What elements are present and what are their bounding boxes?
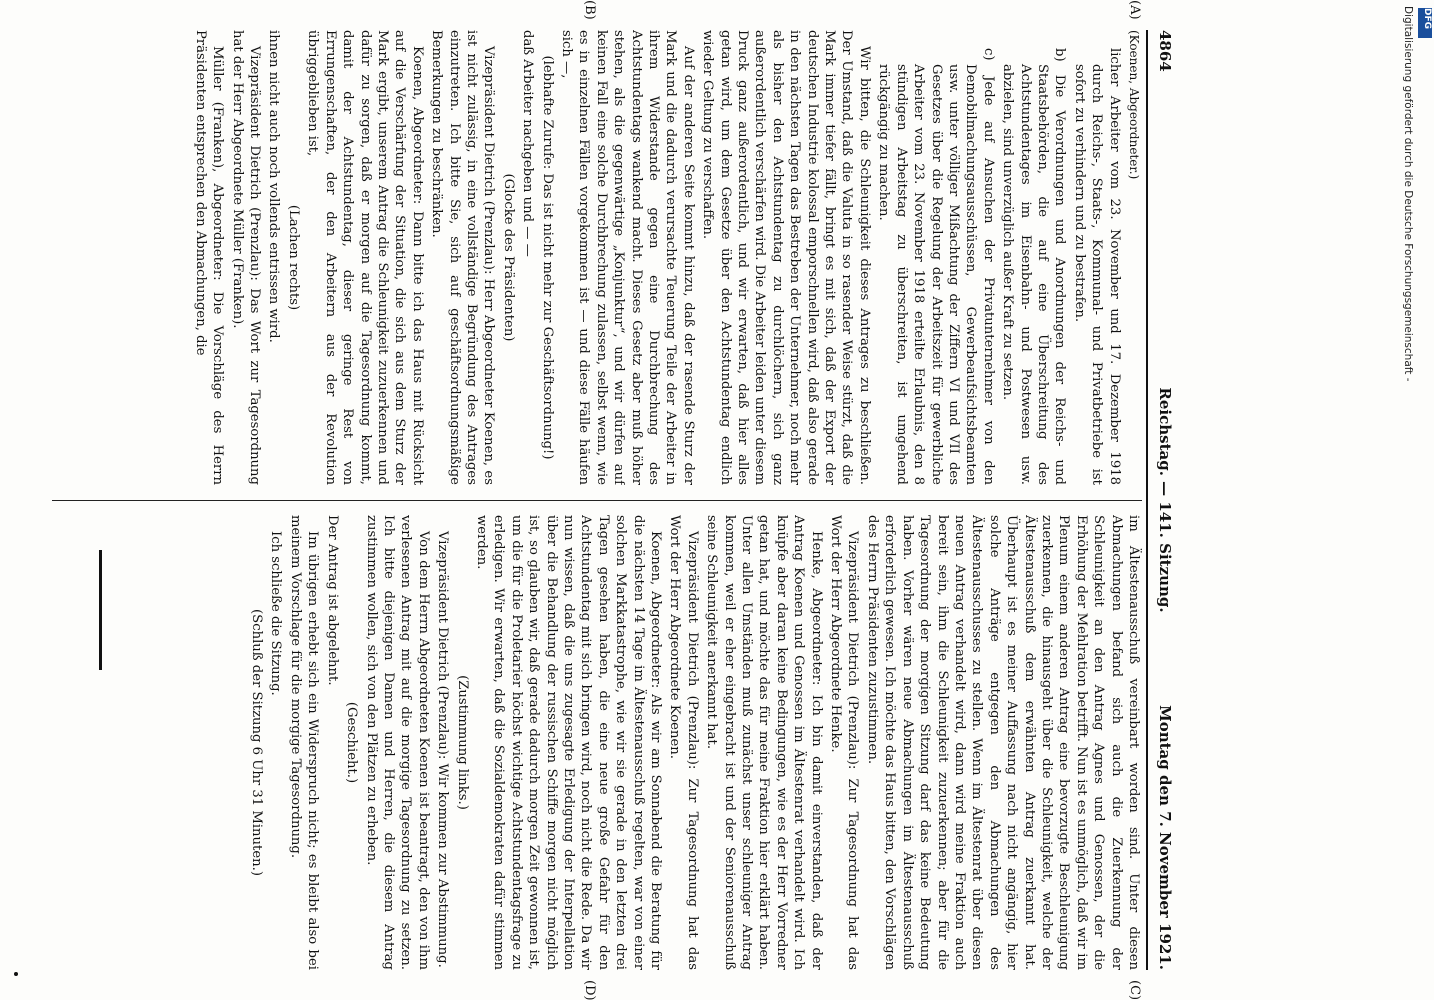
paragraph: Ich schließe die Sitzung. — [268, 531, 284, 696]
paragraph-c — [875, 30, 997, 485]
paragraph: Vizepräsident Dietrich (Prenzlau): Zur Tagesordnung hat das Wort der Herr Abgeordnete Henke. — [828, 515, 861, 970]
item-label: b) — [1052, 48, 1068, 62]
margin-mark-d: (D) — [582, 980, 597, 1001]
paragraph-b — [999, 30, 1069, 485]
session-title: Reichstag. — 141. Sitzung. — [1156, 387, 1174, 613]
page-header — [1146, 30, 1180, 970]
paragraph: Müller (Franken), Abgeordneter: Die Vorschläge des Herrn Präsidenten entsprechen den Abmachungen, die — [192, 30, 226, 485]
paragraph: Koenen, Abgeordneter: Als wir am Sonnabend die Beratung für die nächsten 14 Tage im Ältestenausschuß regelten, war von einer solchen Markkatastrophe, wie wir sie gerade in den letzten drei Tagen gesehen haben, die eine neue große Gefahr für den Achtstundentag mit sich bringen wird, noch nicht die Rede. Da wir nun wissen, daß die uns zugesagte Erledigung der Interpellation über die Behandlung der russischen Schiffe morgen nicht möglich ist, so glauben wir, daß gerade dadurch morgen Zeit gewonnen ist, um die für die Proletarier höchst wichtige Achtstundentagsfrage zu erledigen. Wir erwarten, daß die Sozialdemokraten dafür stimmen werden. — [473, 515, 664, 970]
paragraph: Vizepräsident Dietrich (Prenzlau): Herr Abgeordneter Koenen, es ist nicht zulässig, in eine vollständige Begründung des Antrages einzutreten. Ich bitte Sie, sich auf geschäftsordnungsmäßige Bemerkungen zu beschränken. — [429, 30, 497, 485]
item-text: Jede auf Ansuchen der Privatunternehmer von den Demobilmachungsausschüssen, Gewerbeaufsichtsbeamten usw. unter völliger Mißachtung der Ziffern VI und VII des Gesetzes über die Regelung der Arbeitszeit für gewerbliche Arbeiter vom 23. November 1918 erteilte Erlaubnis, den 8 stündigen Arbeitstag zu überschreiten, ist umgehend rückgängig zu machen. — [876, 64, 996, 485]
paragraph: Vizepräsident Dietrich (Prenzlau): Das Wort zur Tagesordnung hat der Herr Abgeordnete Müller (Franken). — [229, 30, 263, 485]
scan-speck — [14, 972, 18, 976]
paragraph: Henke, Abgeordneter: Ich bin damit einverstanden, daß der Antrag Koenen und Genossen im Ältestenrat verhandelt wird. Ich knüpfe aber daran keine Bedingungen, wie es der Herr Vorredner getan hat, und möchte das für meine Fraktion hier erklärt haben. Unter allen Umständen muß zunächst unser schleuniger Antrag kommen, weil er eher eingebracht ist und der Seniorenausschuß seine Schleunigkeit anerkannt hat. — [704, 515, 824, 970]
margin-mark-b: (B) — [582, 0, 597, 20]
paragraph: daß Arbeiter nachgeben und — — — [520, 30, 536, 257]
paragraph: Auf der anderen Seite kommt hinzu, daß der rasende Sturz der Mark und die dadurch verursachte Teuerung Teile der Arbeiter in ihrem Widerstande gegen eine Durchbrechung des Achtstundentags wankend macht. Dieses Gesetz aber muß höher stehen, als die gegenwärtige „Konjunktur“, und wir dürfen auf keinen Fall eine solche Durchbrechung zulassen, selbst wenn, wie es in einzelnen Fällen vorgekommen ist — und diese Fälle häufen sich —, — [559, 30, 696, 485]
item-label: c) — [980, 48, 996, 61]
margin-mark-a: (A) — [1127, 0, 1142, 20]
session-date: Montag den 7. November 1921. — [1156, 705, 1174, 970]
interjection: (Glocke des Präsidenten) — [500, 173, 516, 342]
interjection: (Zustimmung links.) — [454, 675, 470, 810]
dfg-logo — [1418, 8, 1432, 38]
digitization-note: Digitalisierung gefördert durch die Deutsche Forschungsgemeinschaft - — [1402, 6, 1414, 382]
interjection: (Geschieht.) — [344, 701, 360, 784]
interjection: (Lachen rechts) — [285, 204, 301, 311]
paragraph: Vizepräsident Dietrich (Prenzlau): Zur Tagesordnung hat das Wort der Herr Abgeordnete Koenen. — [667, 515, 700, 970]
paragraph: Vizepräsident Dietrich (Prenzlau): Wir kommen zur Abstimmung. — [435, 531, 451, 968]
column-divider — [52, 500, 1142, 501]
margin-mark-c: (C) — [1127, 980, 1142, 1001]
paragraph: Von dem Herrn Abgeordneten Koenen ist beantragt, den von ihm verlesenen Antrag mit auf die morgige Tagesordnung zu setzen. Ich bitte diejenigen Damen und Herren, die diesem Antrag zustimmen wollen, sich von den Plätzen zu erheben. — [363, 515, 431, 970]
item-text: Die Verordnungen und Anordnungen der Reichs- und Staatsbehörden, die auf eine Überschreitung des Achtstundentages im Eisenbahn- und Postwesen usw. abzielen, sind unverzüglich außer Kraft zu setzen. — [1000, 64, 1068, 485]
interjection: (lebhafte Zurufe: Das ist nicht mehr zur Geschäftsordnung!) — [539, 55, 555, 460]
paragraph: Im übrigen erhebt sich ein Widerspruch nicht; es bleibt also bei meinem Vorschlage für die morgige Tagesordnung. — [287, 515, 321, 970]
paragraph: Wir bitten, die Schleunigkeit dieses Antrages zu beschließen. Der Umstand, daß die Valuta in so rasender Weise stürzt, daß die Mark immer tiefer fällt, bringt es mit sich, daß der Export der deutschen Industrie kolossal emporschnellen wird, daß also gerade in den nächsten Tagen das Bestreben der Unternehmer, noch mehr als bisher den Achtstundentag zu durchlöchern, sich ganz außerordentlich verschärfen wird. Die Arbeiter leiden unter diesem Druck ganz außerordentlich, und wir erwarten, daß hier alles getan wird, um dem Gesetze über den Achtstundentag endlich wieder Geltung zu verschaffen. — [700, 30, 872, 485]
dfg-logo-text: DFG — [1422, 8, 1432, 30]
right-column — [52, 515, 1142, 970]
paragraph: Der Antrag ist abgelehnt. — [324, 515, 340, 686]
page-number: 4864 — [1156, 30, 1174, 72]
paragraph: licher Arbeiter vom 23. November und 17. Dezember 1918 durch Reichs-, Staats-, Kommunal- und Privatbetriebe ist sofort zu verhindern und zu bestrafen. — [1071, 48, 1122, 485]
left-column — [52, 30, 1142, 485]
closing-note: (Schluß der Sitzung 6 Uhr 31 Minuten.) — [249, 609, 265, 876]
text-columns — [52, 0, 1142, 1001]
paragraph: Koenen, Abgeordneter: Dann bitte ich das Haus mit Rücksicht auf die Verschärfung der Situation, die sich aus dem Sturz der Mark ergibt, unserem Antrag die Schleunigkeit zuzuerkennen und dafür zu sorgen, daß er morgen auf die Tagesordnung kommt, damit der Achtstundentag, dieser geringe Rest von Errungenschaften, der den Arbeitern aus der Revolution übriggeblieben ist, — [305, 30, 425, 485]
speaker-tag: (Koenen, Abgeordneter.) — [1127, 30, 1141, 180]
end-rule — [99, 550, 102, 670]
paragraph: im Ältestenausschuß vereinbart worden sind. Unter diesen Abmachungen befand sich auch die Zuerkennung der Schleunigkeit an den Antrag Agnes und Genossen, der die Erhöhung der Mehlration betrifft. Nun ist es unmöglich, daß wir im Plenum einem anderen Antrag eine bevorzugte Beschleunigung zuerkennen, die hinausgeht über die Schleunigkeit, welche der Ältestenausschuß dem erwähnten Antrag zuerkannt hat. Überhaupt ist es meiner Auffassung nach nicht angängig, hier solche Anträge entgegen den Abmachungen des Ältestenausschusses zu stellen. Wenn im Ältestenrat über diesen neuen Antrag verhandelt wird, dann wird meine Fraktion auch bereit sein, ihm die Schleunigkeit zuzuerkennen; aber für die Tagesordnung der morgigen Sitzung darf das keine Bedeutung haben. Vorher wären neue Abmachungen im Ältestenausschuß erforderlich gewesen. Ich möchte das Haus bitten, den Vorschlägen des Herrn Präsidenten zuzustimmen. — [864, 515, 1141, 970]
paragraph: ihnen nicht auch noch vollends entrissen wird. — [266, 30, 282, 343]
